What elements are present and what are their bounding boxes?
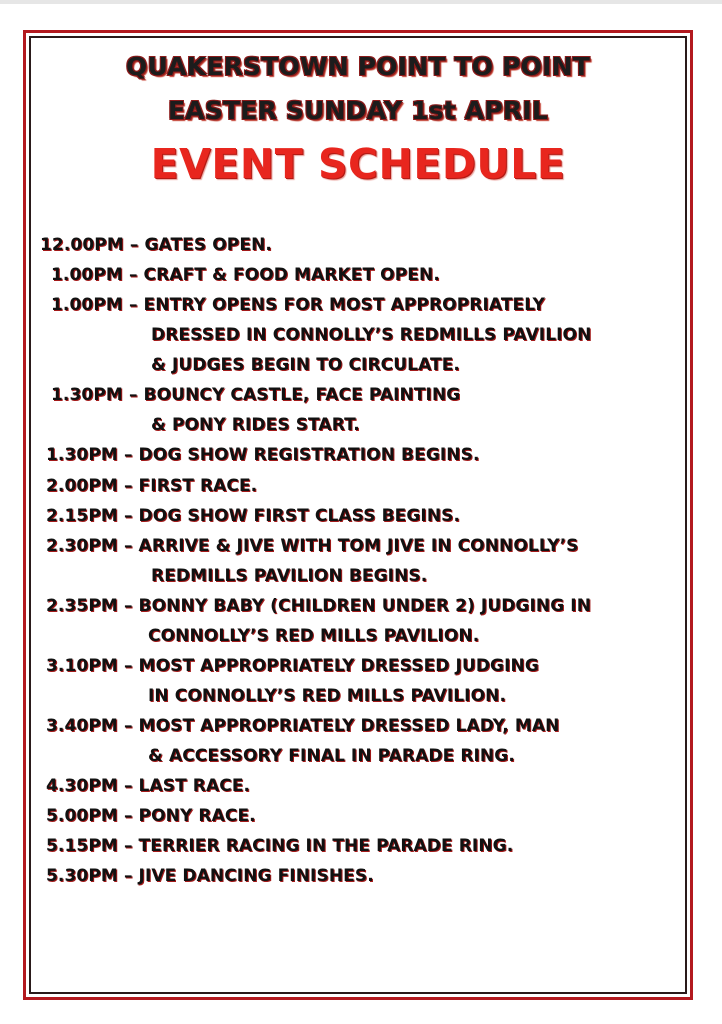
schedule-line: 12.00PM – GATES OPEN. <box>40 235 272 255</box>
schedule-line-continued: & JUDGES BEGIN TO CIRCULATE. <box>151 355 460 375</box>
schedule-line: 3.40PM – MOST APPROPRIATELY DRESSED LADY, MAN <box>46 716 560 736</box>
schedule-line: 2.35PM – BONNY BABY (CHILDREN UNDER 2) JUDGING IN <box>46 596 592 616</box>
schedule-line: 1.00PM – ENTRY OPENS FOR MOST APPROPRIATELY <box>51 295 545 315</box>
schedule-line: 2.15PM – DOG SHOW FIRST CLASS BEGINS. <box>46 506 461 526</box>
schedule-line-continued: & ACCESSORY FINAL IN PARADE RING. <box>148 746 515 766</box>
schedule-line-continued: REDMILLS PAVILION BEGINS. <box>151 566 428 586</box>
schedule-line: 1.30PM – DOG SHOW REGISTRATION BEGINS. <box>46 445 480 465</box>
schedule-line: 2.00PM – FIRST RACE. <box>46 476 258 496</box>
schedule-line: 3.10PM – MOST APPROPRIATELY DRESSED JUDGING <box>46 656 539 676</box>
schedule-line: 1.30PM – BOUNCY CASTLE, FACE PAINTING <box>51 385 461 405</box>
schedule-line: 2.30PM – ARRIVE & JIVE WITH TOM JIVE IN CONNOLLY’S <box>46 536 579 556</box>
schedule-line-continued: IN CONNOLLY’S RED MILLS PAVILION. <box>148 686 507 706</box>
event-date: EASTER SUNDAY 1st APRIL <box>168 96 548 125</box>
schedule-line-continued: DRESSED IN CONNOLLY’S REDMILLS PAVILION <box>151 325 592 345</box>
schedule-line-continued: & PONY RIDES START. <box>151 415 360 435</box>
schedule-line: 4.30PM – LAST RACE. <box>46 776 251 796</box>
schedule-line: 5.30PM – JIVE DANCING FINISHES. <box>46 866 374 886</box>
schedule-line: 5.15PM – TERRIER RACING IN THE PARADE RING. <box>46 836 514 856</box>
schedule-line: 1.00PM – CRAFT & FOOD MARKET OPEN. <box>51 265 440 285</box>
schedule-heading: EVENT SCHEDULE <box>150 140 566 188</box>
schedule-line-continued: CONNOLLY’S RED MILLS PAVILION. <box>148 626 480 646</box>
event-name: QUAKERSTOWN POINT TO POINT <box>126 52 590 81</box>
schedule-line: 5.00PM – PONY RACE. <box>46 806 256 826</box>
